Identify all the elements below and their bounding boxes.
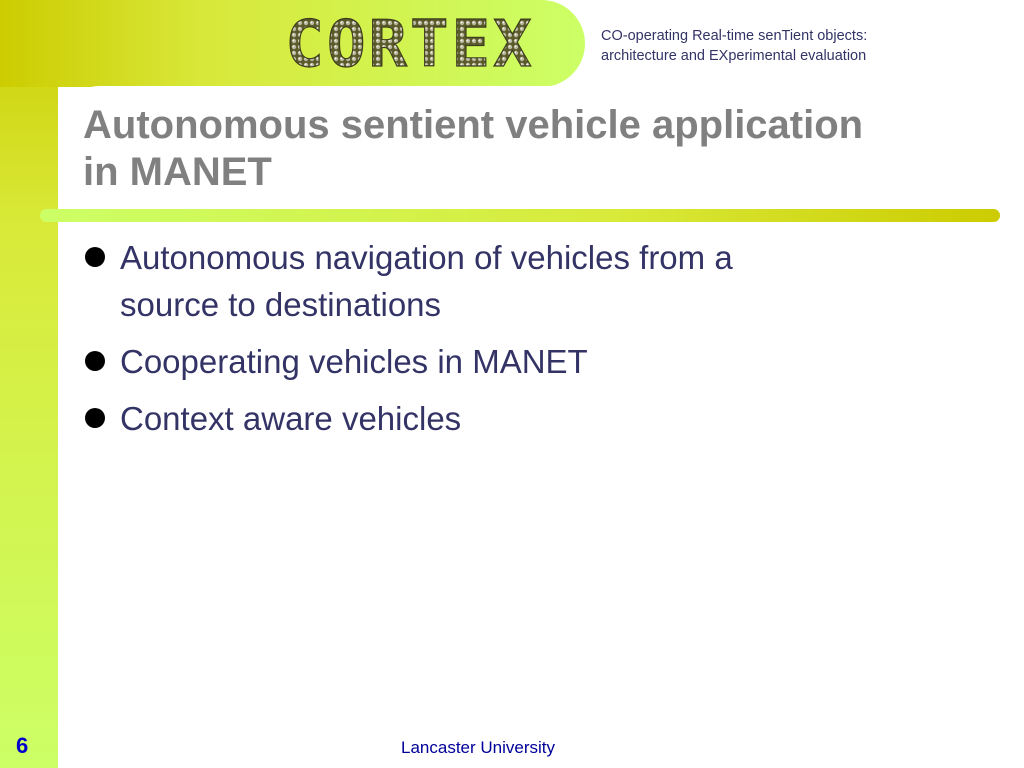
bullet-text-line-1: Context aware vehicles: [120, 400, 462, 437]
bullet-dot-icon: [85, 408, 105, 428]
page-number: 6: [16, 733, 29, 758]
cortex-logo: [285, 2, 535, 80]
left-decorative-band: [0, 0, 58, 768]
title-divider: [40, 209, 1000, 222]
footer-organization: Lancaster University: [401, 738, 556, 757]
bullet-item: [85, 234, 985, 328]
subtitle-line-2: architecture and EXperimental evaluation: [601, 48, 867, 64]
bullet-item: [85, 395, 985, 442]
bullet-text-line-1: Autonomous navigation of vehicles from a: [120, 239, 733, 276]
subtitle-line-1: CO-operating Real-time senTient objects:: [601, 28, 868, 44]
slide-title-line-1: Autonomous sentient vehicle application: [83, 103, 864, 147]
bullet-dot-icon: [85, 247, 105, 267]
svg-text:CORTEX: CORTEX: [285, 8, 535, 80]
bullet-text-line-1: Cooperating vehicles in MANET: [120, 343, 588, 380]
slide-title: [83, 102, 1003, 196]
slide-title-line-2: in MANET: [83, 150, 272, 194]
project-subtitle: [601, 26, 1001, 66]
bullet-item: [85, 338, 985, 385]
bullet-text-line-2: source to destinations: [120, 286, 442, 323]
bullet-list: [85, 234, 985, 452]
bullet-dot-icon: [85, 351, 105, 371]
